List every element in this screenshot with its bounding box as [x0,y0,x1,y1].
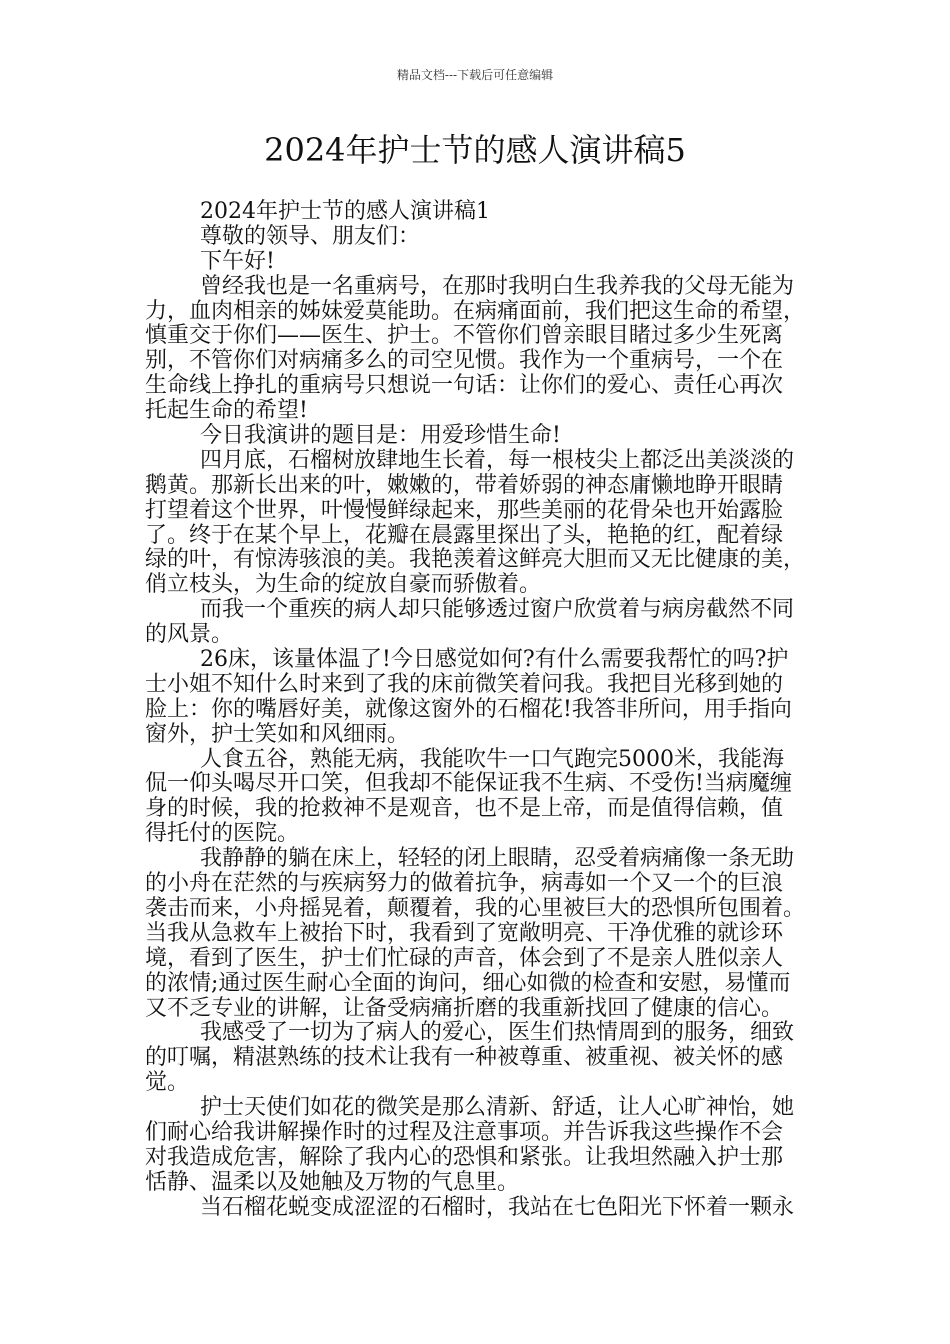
text-line: 脸上：你的嘴唇好美，就像这窗外的石榴花!我答非所问，用手指向 [145,696,792,722]
text-line: 的风景。 [145,622,234,648]
text-line: 我感受了一切为了病人的爱心，医生们热情周到的服务，细致 [200,1020,795,1046]
text-line: 窗外，护士笑如和风细雨。 [145,721,410,747]
text-line: 鹅黄。那新长出来的叶，嫩嫩的，带着娇弱的神态庸懒地睁开眼睛 [145,472,784,498]
text-line: 侃一仰头喝尽开口笑，但我却不能保证我不生病、不受伤!当病魔缠 [145,771,792,797]
text-line: 的小舟在茫然的与疾病努力的做着抗争，病毒如一个又一个的巨浪 [145,871,784,897]
text-line: 下午好! [200,248,275,274]
text-line: 身的时候，我的抢救神不是观音，也不是上帝，而是值得信赖，值 [145,796,784,822]
document-title: 2024年护士节的感人演讲稿5 [264,131,686,169]
text-line: 得托付的医院。 [145,821,300,847]
text-line: 又不乏专业的讲解，让备受病痛折磨的我重新找回了健康的信心。 [145,995,784,1021]
text-line: 境，看到了医生，护士们忙碌的声音，体会到了不是亲人胜似亲人 [145,945,784,971]
text-line: 们耐心给我讲解操作时的过程及注意事项。并告诉我这些操作不会 [145,1119,784,1145]
text-line: 托起生命的希望! [145,398,308,424]
text-line: 俏立枝头，为生命的绽放自豪而骄傲着。 [145,572,542,598]
text-line: 人食五谷，熟能无病，我能吹牛一口气跑完5000米，我能海 [200,746,784,772]
page-header: 精品文档---下载后可任意编辑 [396,68,554,82]
text-line: 了。终于在某个早上，花瓣在晨露里探出了头，艳艳的红，配着绿 [145,522,784,548]
text-line: 尊敬的领导、朋友们： [200,223,421,249]
text-line: 恬静、温柔以及她触及万物的气息里。 [145,1169,520,1195]
text-line: 打望着这个世界，叶慢慢鲜绿起来，那些美丽的花骨朵也开始露脸 [145,497,784,523]
document-body [145,200,815,1221]
text-line: 2024年护士节的感人演讲稿1 [200,199,490,224]
text-line: 慎重交于你们——医生、护士。不管你们曾亲眼目睹过多少生死离 [145,323,784,349]
text-line: 护士天使们如花的微笑是那么清新、舒适，让人心旷神怡，她 [200,1095,795,1121]
text-line: 别，不管你们对病痛多么的司空见惯。我作为一个重病号，一个在 [145,348,784,374]
text-line: 当石榴花蜕变成涩涩的石榴时，我站在七色阳光下怀着一颗永 [200,1194,795,1220]
text-line: 的叮嘱，精湛熟练的技术让我有一种被尊重、被重视、被关怀的感 [145,1045,784,1071]
text-line: 当我从急救车上被抬下时，我看到了宽敞明亮、干净优雅的就诊环 [145,920,784,946]
text-line: 四月底，石榴树放肆地生长着，每一根枝尖上都泛出美淡淡的 [200,447,795,473]
text-line: 士小姐不知什么时来到了我的床前微笑着问我。我把目光移到她的 [145,671,784,697]
text-line: 曾经我也是一名重病号，在那时我明白生我养我的父母无能为 [200,273,795,299]
text-line: 今日我演讲的题目是：用爱珍惜生命! [200,423,561,449]
text-line: 而我一个重疾的病人却只能够透过窗户欣赏着与病房截然不同 [200,597,795,623]
text-line: 的浓情;通过医生耐心全面的询问，细心如微的检查和安慰，易懂而 [145,970,791,996]
text-line: 力，血肉相亲的姊妹爱莫能助。在病痛面前，我们把这生命的希望， [145,298,806,324]
text-line: 26床，该量体温了!今日感觉如何?有什么需要我帮忙的吗?护 [200,647,789,673]
text-line: 我静静的躺在床上，轻轻的闭上眼睛，忍受着病痛像一条无助 [200,846,795,872]
text-line: 觉。 [145,1070,190,1096]
text-line: 对我造成危害，解除了我内心的恐惧和紧张。让我坦然融入护士那 [145,1144,784,1170]
text-line: 生命线上挣扎的重病号只想说一句话：让你们的爱心、责任心再次 [145,373,784,399]
text-line: 绿的叶，有惊涛骇浪的美。我艳羡着这鲜亮大胆而又无比健康的美， [145,547,806,573]
text-line: 袭击而来，小舟摇晃着，颠覆着，我的心里被巨大的恐惧所包围着。 [145,895,806,921]
